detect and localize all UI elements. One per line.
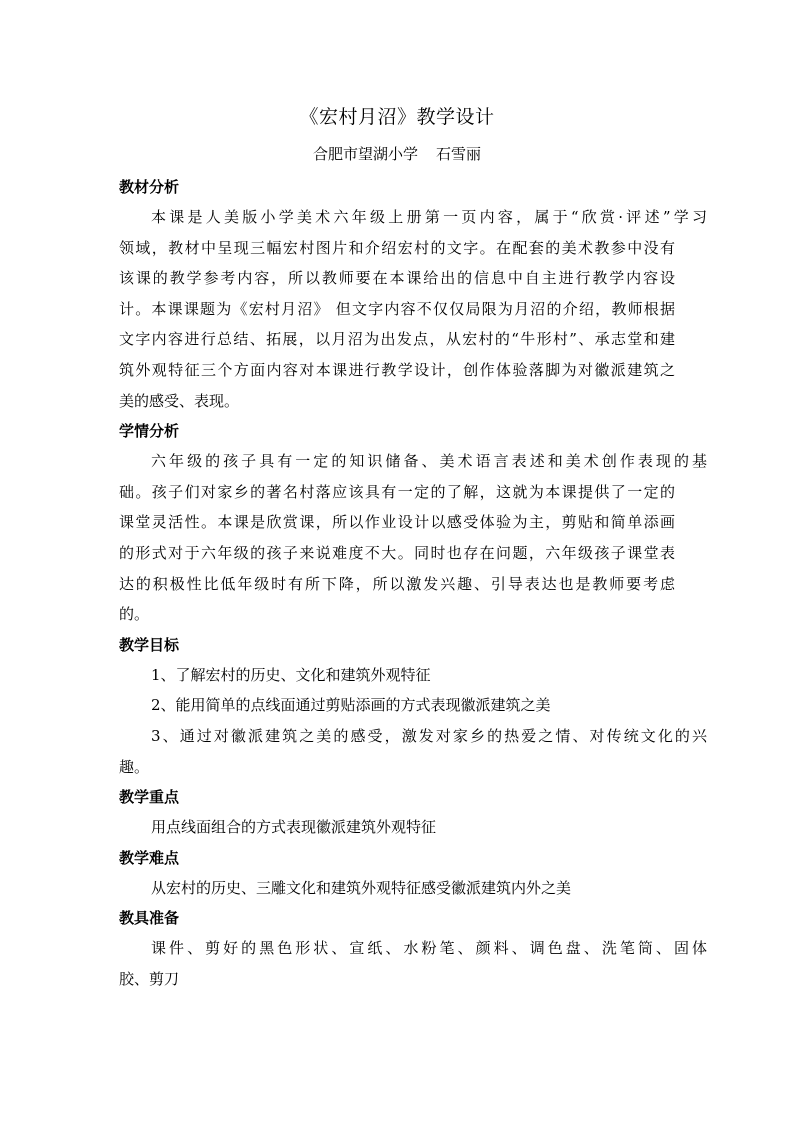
paragraph-line: 六年级的孩子具有一定的知识储备、美术语言表述和美术创作表现的基 bbox=[151, 452, 707, 471]
document-title: 《宏村月沼》教学设计 bbox=[299, 106, 495, 128]
paragraph-line: 领域，教材中呈现三幅宏村图片和介绍宏村的文字。在配套的美术教参中没有 bbox=[119, 238, 675, 257]
paragraph-line: 课件、剪好的黑色形状、宣纸、水粉笔、颜料、调色盘、洗笔筒、固体 bbox=[151, 939, 707, 958]
paragraph-line: 课堂灵活性。本课是欣赏课，所以作业设计以感受体验为主，剪贴和简单添画 bbox=[119, 513, 675, 532]
author-line bbox=[0, 142, 794, 166]
paragraph-line: 本课是人美版小学美术六年级上册第一页内容，属于“欣赏·评述”学习 bbox=[151, 208, 707, 226]
author-name: 石雪丽 bbox=[436, 145, 482, 163]
goal-item-1: 1、了解宏村的历史、文化和建筑外观特征 bbox=[151, 665, 431, 684]
paragraph-line: 文字内容进行总结、拓展，以月沼为出发点，从宏村的“牛形村”、承志堂和建 bbox=[119, 330, 675, 349]
goal-item-3-continued: 趣。 bbox=[119, 757, 150, 776]
paragraph-line: 的。 bbox=[119, 605, 150, 624]
goal-item-2: 2、能用简单的点线面通过剪贴添画的方式表现徽派建筑之美 bbox=[151, 696, 551, 715]
section-heading-goals: 教学目标 bbox=[119, 635, 180, 654]
author-school: 合肥市望湖小学 bbox=[312, 145, 418, 163]
paragraph-line: 达的积极性比低年级时有所下降，所以激发兴趣、引导表达也是教师要考虑 bbox=[119, 574, 675, 593]
section-heading-students: 学情分析 bbox=[119, 422, 180, 441]
paragraph-line: 胶、剪刀 bbox=[119, 969, 180, 988]
goal-item-3: 3、通过对徽派建筑之美的感受，激发对家乡的热爱之情、对传统文化的兴 bbox=[151, 726, 707, 745]
paragraph-line: 美的感受、表现。 bbox=[119, 391, 240, 410]
paragraph-line: 该课的教学参考内容，所以教师要在本课给出的信息中自主进行教学内容设 bbox=[119, 269, 675, 288]
section-heading-material: 教材分析 bbox=[119, 178, 180, 196]
paragraph-line: 的形式对于六年级的孩子来说难度不大。同时也存在问题，六年级孩子课堂表 bbox=[119, 543, 675, 562]
paragraph-line: 从宏村的历史、三雕文化和建筑外观特征感受徽派建筑内外之美 bbox=[151, 878, 572, 897]
section-heading-materials-prep: 教具准备 bbox=[119, 909, 180, 928]
paragraph-line: 用点线面组合的方式表现徽派建筑外观特征 bbox=[151, 818, 437, 837]
paragraph-line: 计。本课课题为《宏村月沼》 但文字内容不仅仅局限为月沼的介绍，教师根据 bbox=[119, 299, 675, 318]
paragraph-line: 础。孩子们对家乡的著名村落应该具有一定的了解，这就为本课提供了一定的 bbox=[119, 482, 675, 501]
document-body bbox=[119, 172, 707, 994]
section-heading-key-point: 教学重点 bbox=[119, 788, 180, 807]
paragraph-line: 筑外观特征三个方面内容对本课进行教学设计，创作体验落脚为对徽派建筑之 bbox=[119, 360, 675, 379]
section-heading-difficulty: 教学难点 bbox=[119, 848, 180, 867]
